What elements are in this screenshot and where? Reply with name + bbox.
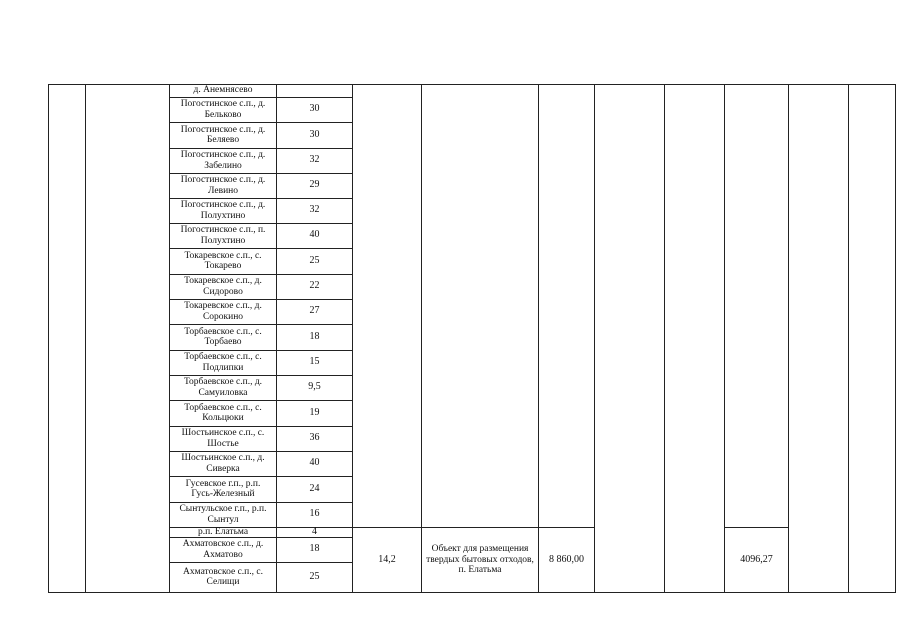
place-cell: Торбаевское с.п., с. Кольцюки — [184, 402, 262, 423]
value-cell: 40 — [309, 229, 320, 241]
value-cell: 25 — [309, 570, 320, 582]
column-divider — [724, 84, 725, 593]
place-cell: Погостинское с.п., д. Полухтино — [180, 200, 266, 221]
value-cell: 9,5 — [308, 381, 321, 393]
value-cell: 40 — [309, 457, 320, 469]
table-border-bottom — [48, 592, 896, 593]
value-cell: 36 — [309, 432, 320, 444]
place-cell: р.п. Елатьма — [197, 527, 249, 537]
value-cell: 4 — [312, 527, 317, 537]
cost-cell: 4096,27 — [740, 553, 773, 565]
value-cell: 24 — [309, 482, 320, 494]
place-cell: Токаревское с.п., д. Сидорово — [184, 276, 262, 297]
column-divider — [538, 84, 539, 593]
value-cell: 15 — [309, 356, 320, 368]
column-divider — [352, 84, 353, 593]
column-divider — [788, 84, 789, 593]
place-cell: Погостинское с.п., д. Левино — [180, 175, 266, 196]
place-cell: д. Анемнясево — [193, 85, 253, 96]
amount-cell: 8 860,00 — [549, 553, 584, 565]
column-divider — [848, 84, 849, 593]
place-cell: Торбаевское с.п., с. Подлипки — [184, 352, 262, 373]
place-cell: Погостинское с.п., п. Полухтино — [180, 225, 266, 246]
value-cell: 32 — [309, 204, 320, 216]
value-cell: 19 — [309, 406, 320, 418]
column-divider — [421, 84, 422, 593]
place-cell: Шостьинское с.п., с. Шостье — [181, 428, 265, 449]
place-cell: Ахматовское с.п., с. Селищи — [183, 566, 263, 587]
place-cell: Погостинское с.п., д. Забелино — [180, 150, 266, 171]
distance-cell: 14,2 — [378, 553, 396, 565]
place-cell: Шостьинское с.п., д. Сиверка — [181, 453, 265, 474]
table-border-right — [895, 84, 896, 593]
place-cell: Торбаевское с.п., д. Самуиловка — [183, 377, 263, 398]
table-border-left — [48, 84, 49, 593]
value-cell: 16 — [309, 508, 320, 520]
value-cell: 25 — [309, 254, 320, 266]
column-divider — [85, 84, 86, 593]
value-cell: 22 — [309, 280, 320, 292]
object-cell: Объект для размещения твердых бытовых отходов, п. Елатьма — [426, 544, 534, 576]
value-cell: 29 — [309, 179, 320, 191]
value-cell: 30 — [309, 103, 320, 115]
value-cell: 32 — [309, 154, 320, 166]
place-cell: Ахматовское с.п., д. Ахматово — [182, 539, 264, 560]
column-divider — [594, 84, 595, 593]
value-cell — [277, 84, 352, 97]
value-cell: 18 — [309, 330, 320, 342]
place-cell: Токаревское с.п., д. Сорокино — [184, 301, 262, 322]
place-cell: Сынтульское г.п., р.п. Сынтул — [179, 504, 267, 525]
place-cell: Погостинское с.п., д. Бельково — [180, 99, 266, 120]
place-cell: Токаревское с.п., с. Токарево — [184, 250, 262, 271]
value-cell: 30 — [309, 128, 320, 140]
value-cell: 18 — [309, 543, 320, 555]
data-table — [48, 84, 896, 593]
place-cell: Погостинское с.п., д. Беляево — [180, 124, 266, 145]
place-cell: Гусевское г.п., р.п. Гусь-Железный — [185, 478, 261, 499]
value-cell: 27 — [309, 305, 320, 317]
place-cell: Торбаевское с.п., с. Торбаево — [184, 326, 262, 347]
column-divider — [664, 84, 665, 593]
